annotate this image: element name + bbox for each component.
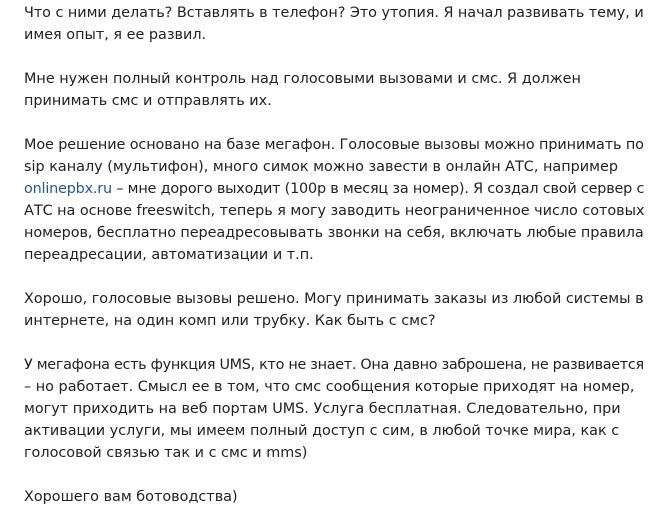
text-line: У мегафона есть функция UMS, кто не знает. Она давно заброшена, не развивается bbox=[24, 357, 644, 373]
text-line: sip каналу (мультифон), много симок можно завести в онлайн АТС, например bbox=[24, 159, 618, 175]
text-segment: – мне дорого выходит (100р в месяц за номер). Я создал свой сервер с bbox=[111, 181, 645, 197]
text-line: могут приходить на веб портам UMS. Услуга бесплатная. Следовательно, при bbox=[24, 401, 621, 417]
text-line: интернете, на один комп или трубку. Как быть с смс? bbox=[24, 313, 436, 329]
text-line: переадресации, автоматизации и т.п. bbox=[24, 247, 314, 263]
text-line: Мне нужен полный контроль над голосовыми вызовами и смс. Я должен bbox=[24, 71, 581, 87]
text-line: – но работает. Смысл ее в том, что смс сообщения которые приходят на номер, bbox=[24, 379, 635, 395]
text-line: активации услуги, мы имеем полный доступ с сим, в любой точке мира, как с bbox=[24, 423, 620, 439]
text-line: АТС на основе freeswitch, теперь я могу заводить неограниченное число сотовых bbox=[24, 203, 645, 219]
text-line: голосовой связью так и с смс и mms) bbox=[24, 445, 308, 461]
text-line bbox=[24, 178, 644, 200]
paragraph-intro bbox=[24, 2, 644, 46]
text-line: Мое решение основано на базе мегафон. Голосовые вызовы можно принимать по bbox=[24, 137, 644, 153]
text-line: номеров, бесплатно переадресовывать звонки на себя, включать любые правила bbox=[24, 225, 644, 241]
text-line: Что с ними делать? Вставлять в телефон? Это утопия. Я начал развивать тему, и bbox=[24, 5, 644, 21]
text-line: Хорошего вам ботоводства) bbox=[24, 489, 238, 505]
paragraph-solution bbox=[24, 134, 644, 266]
text-line: Хорошо, голосовые вызовы решено. Могу принимать заказы из любой системы в bbox=[24, 291, 644, 307]
text-line: имея опыт, я ее развил. bbox=[24, 27, 207, 43]
paragraph-closing bbox=[24, 486, 644, 508]
text-line: принимать смс и отправлять их. bbox=[24, 93, 272, 109]
paragraph-voice-calls bbox=[24, 288, 644, 332]
onlinepbx-link[interactable]: onlinepbx.ru bbox=[24, 181, 112, 197]
paragraph-control bbox=[24, 68, 644, 112]
paragraph-ums bbox=[24, 354, 644, 464]
